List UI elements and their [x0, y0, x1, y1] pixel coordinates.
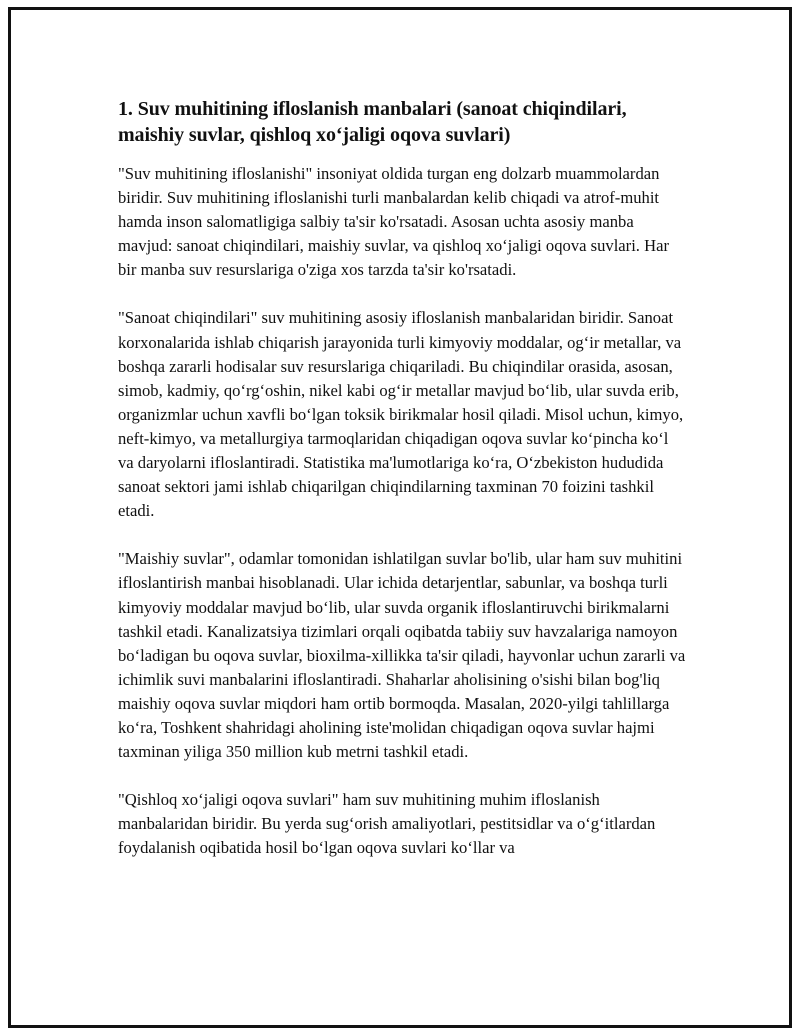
paragraph-intro: "Suv muhitining ifloslanishi" insoniyat oldida turgan eng dolzarb muammolardan biridir. Suv muhitining ifloslanishi turli manbalardan kelib chiqadi va atrof-muhit hamda inson salomatligiga salbiy ta'sir ko'rsatadi. Asosan uchta asosiy manba mavjud: sanoat chiqindilari, maishiy suvlar, va qishloq xo‘jaligi oqova suvlari. Har bir manba suv resurslariga o'ziga xos tarzda ta'sir ko'rsatadi. [118, 164, 669, 280]
paragraph-agricultural-wastewater: "Qishloq xo‘jaligi oqova suvlari" ham suv muhitining muhim ifloslanish manbalaridan biridir. Bu yerda sug‘orish amaliyotlari, pestitsidlar va o‘g‘itlardan foydalanish oqibatida hosil bo‘lgan oqova suvlari ko‘llar va [118, 790, 656, 858]
paragraph-industrial-waste: "Sanoat chiqindilari" suv muhitining asosiy ifloslanish manbalaridan biridir. Sanoat korxonalarida ishlab chiqarish jarayonida turli kimyoviy moddalar, og‘ir metallar, va boshqa zararli hodisalar suv resurslariga chiqariladi. Bu chiqindilar orasida, asosan, simob, kadmiy, qo‘rg‘oshin, nikel kabi og‘ir metallar mavjud bo‘lib, ular suvda erib, organizmlar uchun xavfli bo‘lgan toksik birikmalar hosil qiladi. Misol uchun, kimyo, neft-kimyo, va metallurgiya tarmoqlaridan chiqadigan oqova suvlar ko‘pincha ko‘l va daryolarni ifloslantiradi. Statistika ma'lumotlariga ko‘ra, O‘zbekiston hududida sanoat sektori jami ishlab chiqarilgan chiqindilarning taxminan 70 foizini tashkil etadi. [118, 308, 684, 521]
section-heading: 1. Suv muhitining ifloslanish manbalari (sanoat chiqindilari, maishiy suvlar, qishloq xo‘jaligi oqova suvlari) [118, 98, 627, 146]
paragraph-household-water: "Maishiy suvlar", odamlar tomonidan ishlatilgan suvlar bo'lib, ular ham suv muhitini ifloslantirish manbai hisoblanadi. Ular ichida detarjentlar, sabunlar, va boshqa turli kimyoviy moddalar mavjud bo‘lib, ular suvda organik ifloslantiruvchi birikmalarni tashkil etadi. Kanalizatsiya tizimlari orqali oqibatda tabiiy suv havzalariga namoyon bo‘ladigan bu oqova suvlar, bioxilma-xillikka ta'sir qiladi, hayvonlar uchun zararli va ichimlik suvi manbalarini ifloslantiradi. Shaharlar aholisining o'sishi bilan bog'liq maishiy oqova suvlar miqdori ham ortib bormoqda. Masalan, 2020-yilgi tahlillarga ko‘ra, Toshkent shahridagi aholining iste'molidan chiqadigan oqova suvlar hajmi taxminan yiliga 350 million kub metrni tashkil etadi. [118, 549, 686, 762]
document-body [118, 96, 688, 884]
